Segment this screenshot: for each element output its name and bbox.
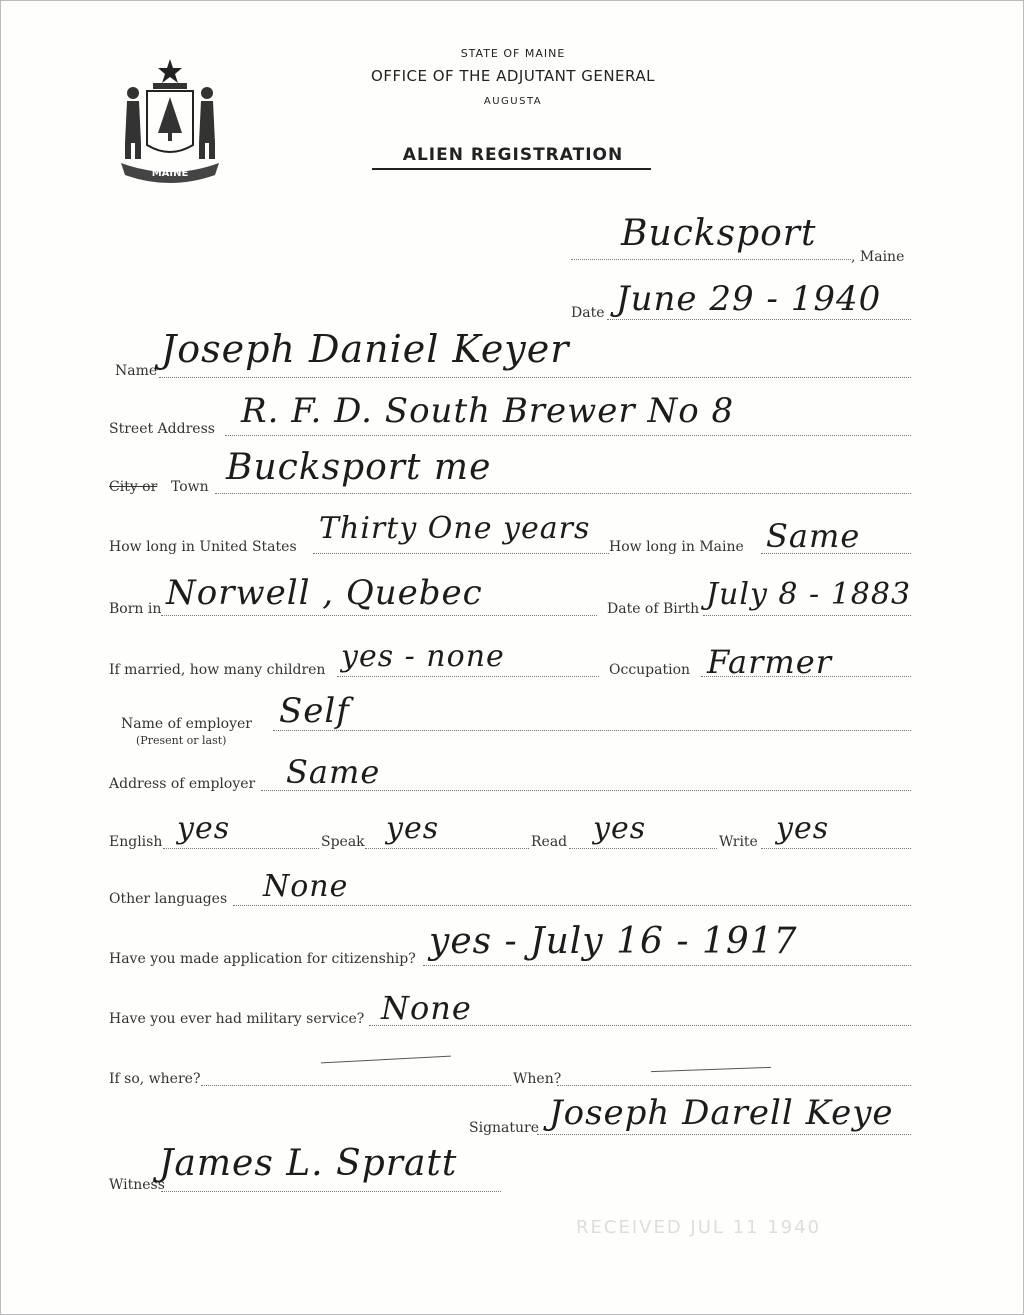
title-underline [372,168,651,170]
town-top-value[interactable]: Bucksport [621,213,817,254]
other-lang-label: Other languages [109,891,228,907]
date-value[interactable]: June 29 - 1940 [616,279,882,319]
witness-line [161,1191,501,1192]
married-label: If married, how many children [109,662,326,678]
street-line [225,435,911,436]
born-label: Born in [109,601,162,617]
how-long-us-line [313,553,609,554]
where-label: If so, where? [109,1071,201,1087]
citizenship-line [423,965,911,966]
employer-line [273,730,911,731]
header-city: AUGUSTA [483,96,543,107]
speak-line [365,848,529,849]
form-title: ALIEN REGISTRATION [402,145,624,165]
where-line [201,1085,511,1086]
how-long-maine-value[interactable]: Same [766,517,861,555]
date-line [607,319,911,320]
english-label: English [109,834,163,850]
employer-label: Name of employer [121,716,252,732]
city-label-struck: City or [109,479,158,495]
received-stamp: RECEIVED JUL 11 1940 [576,1217,822,1238]
dob-label: Date of Birth [607,601,700,617]
how-long-us-value[interactable]: Thirty One years [319,511,591,546]
born-line [161,615,597,616]
other-lang-line [233,905,911,906]
town-top-suffix: , Maine [851,249,905,265]
military-label: Have you ever had military service? [109,1011,365,1027]
speak-value[interactable]: yes [386,811,440,846]
speak-label: Speak [321,834,365,850]
header-office: OFFICE OF THE ADJUTANT GENERAL [371,67,655,85]
seal-text: MAINE [151,168,189,179]
citizenship-label: Have you made application for citizenship? [109,951,416,967]
how-long-us-label: How long in United States [109,539,297,555]
witness-label: Witness [109,1177,165,1193]
where-dash [321,1056,451,1064]
citizenship-value[interactable]: yes - July 16 - 1917 [429,921,798,962]
english-value[interactable]: yes [177,811,231,846]
town-line [215,493,911,494]
town-top-line [571,259,851,260]
english-line [163,848,319,849]
employer-value[interactable]: Self [279,691,350,731]
read-line [569,848,717,849]
read-label: Read [531,834,568,850]
married-value[interactable]: yes - none [341,639,505,674]
dob-value[interactable]: July 8 - 1883 [706,577,912,612]
town-value[interactable]: Bucksport me [226,447,492,488]
when-label: When? [513,1071,562,1087]
write-line [761,848,911,849]
when-line [557,1085,911,1086]
write-value[interactable]: yes [776,811,830,846]
town-label: Town [171,479,209,495]
read-value[interactable]: yes [593,811,647,846]
witness-value[interactable]: James L. Spratt [159,1143,458,1184]
header-state: STATE OF MAINE [460,47,566,60]
employer-address-value[interactable]: Same [286,753,381,791]
street-value[interactable]: R. F. D. South Brewer No 8 [241,391,735,431]
employer-address-label: Address of employer [109,776,256,792]
name-line [159,377,911,378]
occupation-label: Occupation [609,662,691,678]
born-value[interactable]: Norwell , Quebec [166,573,483,613]
married-line [337,676,599,677]
other-lang-value[interactable]: None [263,869,349,904]
when-dash [651,1067,771,1072]
name-value[interactable]: Joseph Daniel Keyer [161,327,570,371]
signature-label: Signature [469,1120,540,1136]
street-label: Street Address [109,421,215,437]
employer-sublabel: (Present or last) [136,734,227,747]
signature-line [537,1134,911,1135]
name-label: Name [115,363,158,379]
occupation-value[interactable]: Farmer [707,643,832,681]
signature-value[interactable]: Joseph Darell Keye [549,1093,894,1133]
dob-line [703,615,911,616]
date-label: Date [571,305,605,321]
how-long-maine-label: How long in Maine [609,539,744,555]
military-value[interactable]: None [381,989,472,1027]
write-label: Write [719,834,758,850]
